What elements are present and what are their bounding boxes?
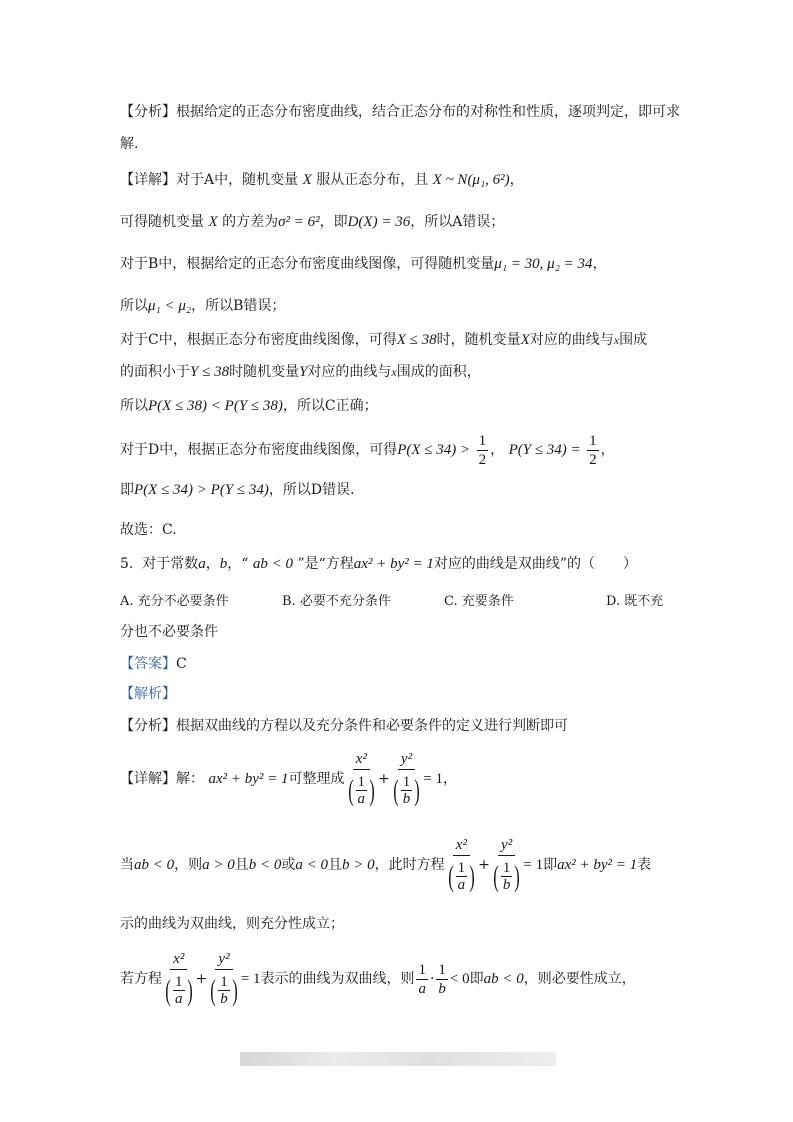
blurred-footer-watermark xyxy=(240,1052,556,1066)
analysis-line-2 xyxy=(120,134,138,154)
fraction-numerator: x² xyxy=(170,949,187,970)
text: ， xyxy=(442,771,457,787)
option-d-continued: 分也不必要条件 xyxy=(120,624,218,640)
text: 所以 xyxy=(120,298,148,314)
inner-denominator: a xyxy=(175,991,183,1007)
math-condition: b > 0 xyxy=(342,857,375,873)
fraction-denominator: a xyxy=(418,980,426,997)
text: ，所以C正确； xyxy=(282,398,378,414)
choice-line xyxy=(120,520,177,540)
text: 且 xyxy=(234,857,249,873)
inner-denominator: b xyxy=(220,991,228,1007)
text: ”是“方程 xyxy=(297,556,354,572)
analysis2-line xyxy=(120,716,568,736)
text: 围成 xyxy=(619,332,648,348)
math-equation: ax² + by² = 1 xyxy=(557,857,638,873)
inner-denominator: a xyxy=(357,791,366,807)
text: 的方差为 xyxy=(222,214,279,230)
math-var: a xyxy=(198,556,206,572)
detail2-line-1 xyxy=(120,746,457,812)
inner-numerator: 1 xyxy=(402,774,411,790)
analysis-tag: 【分析】 xyxy=(120,104,176,120)
inner-numerator: 1 xyxy=(357,774,366,790)
text: 即 xyxy=(120,482,134,498)
fraction-numerator: x² xyxy=(353,749,370,770)
text: 对应的曲线与 xyxy=(529,332,614,348)
fraction-numerator: 1 xyxy=(589,432,597,449)
math-condition: ab < 0 xyxy=(252,556,294,572)
text: 围成的面积， xyxy=(396,364,481,380)
math-mu-compare: μ₁ < μ₂ xyxy=(148,298,192,314)
fraction-half xyxy=(477,432,489,469)
text: 时，随机变量 xyxy=(436,332,521,348)
text: ， xyxy=(592,256,607,272)
fraction-half xyxy=(587,432,599,469)
detail-line-4 xyxy=(120,296,285,316)
math-var: X xyxy=(208,214,218,230)
fraction-numerator: y² xyxy=(498,835,515,856)
math-var: X xyxy=(520,332,530,348)
text: ，则 xyxy=(174,857,203,873)
fraction-x2-over-inv-a xyxy=(346,749,378,810)
text: ，所以D错误. xyxy=(268,482,355,498)
fraction-denominator: 2 xyxy=(478,451,487,468)
fraction-y2-over-inv-b xyxy=(391,749,423,810)
text: ，“ xyxy=(227,556,249,572)
math-prob-x: P(X ≤ 34) > xyxy=(397,442,471,458)
text: ，所以B错误； xyxy=(191,298,286,314)
fraction-denominator: ( $\frac{1}{b}$ ) xyxy=(210,973,238,1007)
question-5 xyxy=(120,554,637,574)
detail-line-7 xyxy=(120,396,378,416)
detail2-line-4 xyxy=(120,946,636,1012)
text: 或 xyxy=(281,857,296,873)
text: 服从正态分布，且 xyxy=(316,172,429,188)
option-b: B. 必要不充分条件 xyxy=(282,594,391,609)
text: ， xyxy=(509,172,524,188)
text: ，此时方程 xyxy=(374,857,445,873)
detail2-line-2 xyxy=(120,832,651,898)
fraction-denominator: 2 xyxy=(589,451,597,468)
fraction-numerator: x² xyxy=(453,835,470,856)
text: 若方程 xyxy=(120,971,162,987)
text: ， xyxy=(600,442,615,458)
detail-line-9 xyxy=(120,480,355,500)
fraction-denominator: ( $\frac{1}{a}$ ) xyxy=(447,859,475,893)
text: 示的曲线为双曲线，则充分性成立； xyxy=(120,916,344,932)
text: 对于A中，随机变量 xyxy=(176,172,299,188)
analysis-line-1 xyxy=(120,102,680,122)
text: 即 xyxy=(543,857,558,873)
text: 对于B中，根据给定的正态分布密度曲线图像，可得随机变量 xyxy=(120,256,495,272)
math-variance: σ² = 6² xyxy=(278,214,320,230)
fraction-numerator: y² xyxy=(398,749,415,770)
detail-tag: 【详解】 xyxy=(120,771,176,787)
math-prob-y: P(Y ≤ 34) = xyxy=(508,442,581,458)
option-d: D. 既不充 xyxy=(606,594,664,609)
dot-operator: · xyxy=(429,971,435,987)
fraction-y2-over-inv-b xyxy=(491,835,523,896)
inner-numerator: 1 xyxy=(220,974,228,990)
jiexi-line xyxy=(120,684,176,704)
math-dx: D(X) = 36 xyxy=(347,214,411,230)
text: ，所以A错误； xyxy=(410,214,505,230)
text: 可得随机变量 xyxy=(120,214,204,230)
answer-value: C xyxy=(176,656,187,672)
text: 的面积小于 xyxy=(120,364,190,380)
math-y-le-38: Y ≤ 38 xyxy=(190,364,230,380)
inner-denominator: a xyxy=(457,877,466,893)
math-x-le-38: X ≤ 38 xyxy=(396,332,437,348)
answer-choice: 故选：C. xyxy=(120,522,177,538)
math-mu-values: μ₁ = 30, μ₂ = 34 xyxy=(494,256,593,272)
detail-tag: 【详解】 xyxy=(120,172,176,188)
fraction-denominator: ( $\frac{1}{a}$ ) xyxy=(165,973,193,1007)
fraction-denominator: b xyxy=(438,980,446,997)
math-var: b xyxy=(219,556,228,572)
math-var: X xyxy=(302,172,312,188)
analysis-text: 根据双曲线的方程以及充分条件和必要条件的定义进行判断即可 xyxy=(176,718,568,734)
math-condition: a > 0 xyxy=(202,857,235,873)
analysis-tag: 【分析】 xyxy=(120,718,176,734)
fraction-one-over-a xyxy=(416,961,428,998)
text: 即 xyxy=(469,971,484,987)
question-number: 5. xyxy=(120,556,134,572)
answer-tag: 【答案】 xyxy=(120,656,176,672)
answer-line xyxy=(120,654,187,674)
fraction-x2-over-inv-a xyxy=(163,949,195,1010)
inner-denominator: b xyxy=(502,877,511,893)
text: 当 xyxy=(120,857,134,873)
math-condition: ab < 0 xyxy=(134,857,175,873)
detail-line-2 xyxy=(120,212,504,232)
inner-denominator: b xyxy=(402,791,411,807)
text: 时随机变量 xyxy=(229,364,300,380)
inner-numerator: 1 xyxy=(502,860,511,876)
math-normal-dist: X ~ N(μ₁, 6²) xyxy=(432,172,510,188)
text: ， xyxy=(205,556,220,572)
text: ， xyxy=(490,442,505,458)
text: 对于C中，根据正态分布密度曲线图像，可得 xyxy=(120,332,397,348)
math-var: x xyxy=(613,333,620,347)
fraction-denominator: ( $\frac{1}{b}$ ) xyxy=(393,773,420,807)
text: 表示的曲线为双曲线，则 xyxy=(260,971,415,987)
fraction-numerator: y² xyxy=(215,949,232,970)
fraction-denominator: ( $\frac{1}{b}$ ) xyxy=(493,859,521,893)
text: 所以 xyxy=(120,398,148,414)
equals-one: = 1 xyxy=(240,971,261,987)
option-a: A. 充分不必要条件 xyxy=(120,594,229,609)
text: 对应的曲线与 xyxy=(307,364,392,380)
fraction-y2-over-inv-b xyxy=(208,949,240,1010)
text: 对于D中，根据正态分布密度曲线图像，可得 xyxy=(120,442,398,458)
math-equation: ax² + by² = 1 xyxy=(208,771,289,787)
math-var: Y xyxy=(299,364,308,380)
text: 可整理成 xyxy=(288,771,345,787)
math-equation: ax² + by² = 1 xyxy=(353,556,434,572)
math-condition: b < 0 xyxy=(248,857,282,873)
math-prob-compare: P(X ≤ 38) < P(Y ≤ 38) xyxy=(148,398,283,414)
text: ，则必要性成立， xyxy=(523,971,636,987)
equals-one: = 1 xyxy=(523,857,544,873)
text: 表 xyxy=(637,857,652,873)
jiexi-tag: 【解析】 xyxy=(120,686,176,702)
detail-line-1 xyxy=(120,170,524,190)
math-var: x xyxy=(391,365,397,379)
fraction-x2-over-inv-a xyxy=(446,835,478,896)
equals-one: = 1 xyxy=(423,771,443,787)
fraction-denominator: ( $\frac{1}{a}$ ) xyxy=(347,773,375,807)
plus-sign: + xyxy=(378,771,390,787)
fraction-numerator: 1 xyxy=(438,961,446,978)
text: 且 xyxy=(328,857,342,873)
analysis-text-2: 解. xyxy=(120,136,139,152)
detail-line-6 xyxy=(120,362,481,382)
math-condition: ab < 0 xyxy=(483,971,524,987)
math-prob-compare-2: P(X ≤ 34) > P(Y ≤ 34) xyxy=(134,482,269,498)
inner-numerator: 1 xyxy=(457,860,466,876)
inner-numerator: 1 xyxy=(175,974,183,990)
text: ，即 xyxy=(319,214,348,230)
detail-line-8 xyxy=(120,430,615,470)
fraction-numerator: 1 xyxy=(418,961,426,978)
fraction-numerator: 1 xyxy=(478,432,487,449)
plus-sign: + xyxy=(195,971,208,987)
fraction-one-over-b xyxy=(436,961,448,998)
detail-line-5 xyxy=(120,330,647,350)
option-d-cont-line xyxy=(120,622,218,642)
analysis-text-1: 根据给定的正态分布密度曲线，结合正态分布的对称性和性质，逐项判定，即可求 xyxy=(176,104,680,120)
detail-line-3 xyxy=(120,254,607,274)
math-less-zero: < 0 xyxy=(449,971,470,987)
option-c: C. 充要条件 xyxy=(444,594,514,609)
text: 对应的曲线是双曲线”的（ ） xyxy=(433,556,638,572)
text: 对于常数 xyxy=(142,556,199,572)
math-condition: a < 0 xyxy=(295,857,328,873)
detail2-line-3 xyxy=(120,914,344,934)
text: 解： xyxy=(176,771,204,787)
plus-sign: + xyxy=(478,857,490,873)
